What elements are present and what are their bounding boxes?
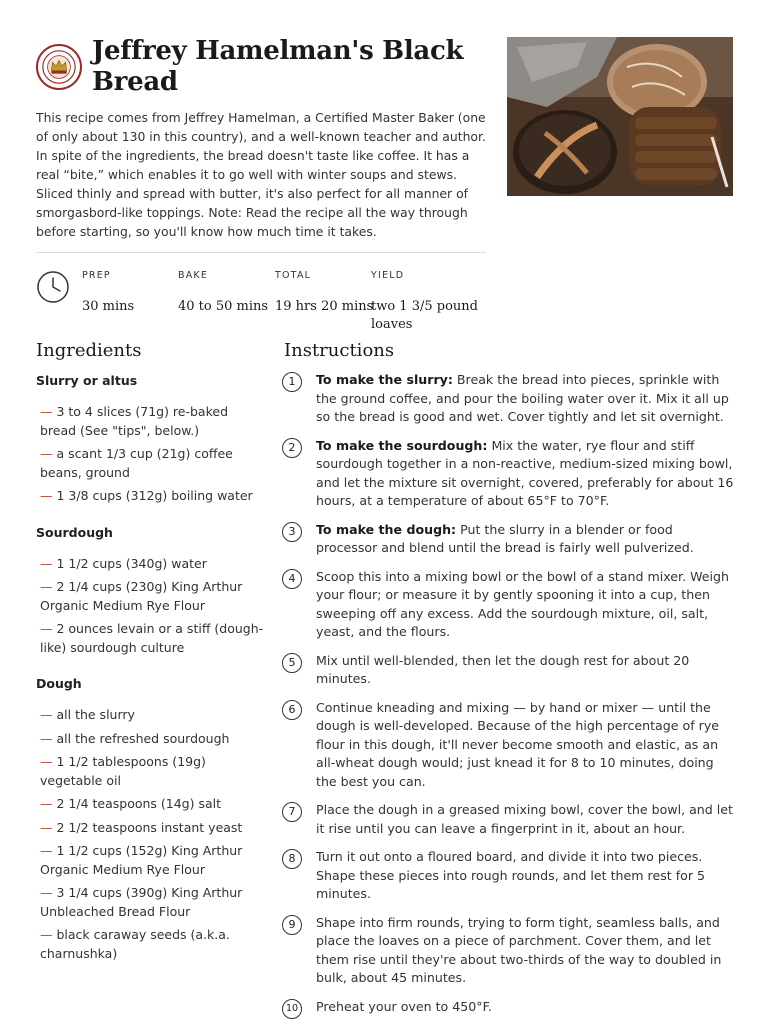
dash-icon: — bbox=[40, 621, 57, 636]
dash-icon: — bbox=[40, 819, 57, 835]
ingredients-heading: Ingredients bbox=[36, 340, 142, 361]
ingredient-group-title: Sourdough bbox=[36, 524, 113, 540]
step-body: Place the dough in a greased mixing bowl, cover the bowl, and let it rise until you can leave a fingerprint in it, about an hour. bbox=[316, 802, 733, 836]
ingredient-item bbox=[40, 730, 266, 749]
prep-time bbox=[82, 270, 182, 316]
step-text bbox=[316, 521, 737, 558]
instruction-step bbox=[282, 371, 737, 427]
step-body: Scoop this into a mixing bowl or the bowl of a stand mixer. Weigh your flour; or measure it by gently spooning it into a cup, then sweeping off any excess. Add the sourdough mixture, oil, salt, yeast, and the flours. bbox=[316, 568, 730, 639]
page-title: Jeffrey Hamelman's Black Bread bbox=[92, 36, 464, 97]
step-number-badge: 10 bbox=[282, 999, 302, 1019]
bake-value: 40 to 50 mins bbox=[178, 299, 269, 314]
instruction-step bbox=[282, 998, 737, 1019]
ingredients-list bbox=[36, 372, 266, 981]
instruction-step bbox=[282, 801, 737, 838]
dash-icon: — bbox=[40, 404, 57, 419]
ingredient-text: 2 1/2 teaspoons instant yeast bbox=[56, 819, 243, 835]
step-number-badge: 2 bbox=[282, 438, 302, 458]
prep-label: PREP bbox=[82, 270, 111, 281]
prep-value: 30 mins bbox=[82, 299, 135, 314]
step-body: Preheat your oven to 450°F. bbox=[316, 998, 492, 1014]
ingredient-item bbox=[40, 445, 266, 482]
instruction-step bbox=[282, 848, 737, 904]
step-body: Continue kneading and mixing — by hand or mixer — until the dough is well-developed. Because of the high percentage of rye flour in this dough, it'll never become smooth and elastic, as an all-wheat dough would; just knead it for 8 to 10 minutes, doing the best you can. bbox=[316, 699, 720, 789]
dash-icon: — bbox=[40, 754, 57, 769]
ingredient-text: 1 3/8 cups (312g) boiling water bbox=[56, 488, 253, 503]
instructions-heading: Instructions bbox=[284, 340, 395, 361]
ingredient-text: black caraway seeds (a.k.a. charnushka) bbox=[40, 927, 230, 961]
step-number-badge: 4 bbox=[282, 569, 302, 589]
total-value: 19 hrs 20 mins bbox=[275, 299, 374, 314]
step-body: Mix the water, rye flour and stiff sourdough together in a non-reactive, medium-sized mixing bowl, and let the mixture sit overnight, covered, preferably for about 16 hours, at a temperature of about 65°F to 70°F. bbox=[316, 437, 734, 508]
step-text bbox=[316, 568, 737, 642]
ingredient-item bbox=[40, 487, 266, 506]
step-number-badge: 9 bbox=[282, 915, 302, 935]
step-body: Turn it out onto a floured board, and divide it into two pieces. Shape these pieces into rough rounds, and let them rest for 5 minutes. bbox=[316, 849, 706, 901]
step-text bbox=[316, 848, 737, 904]
step-number-badge: 8 bbox=[282, 849, 302, 869]
dash-icon: — bbox=[40, 707, 57, 722]
bread-photo bbox=[507, 37, 733, 196]
ingredient-item bbox=[40, 403, 266, 440]
bake-label: BAKE bbox=[178, 270, 209, 281]
ingredient-group-title: Dough bbox=[36, 676, 82, 691]
ingredient-group bbox=[36, 524, 266, 658]
total-label: TOTAL bbox=[275, 270, 312, 281]
step-text bbox=[316, 998, 737, 1019]
step-text bbox=[316, 371, 737, 427]
ingredient-text: 2 ounces levain or a stiff (dough-like) sourdough culture bbox=[40, 621, 264, 655]
step-body: Break the bread into pieces, sprinkle with the ground coffee, and pour the boiling water over it. Mix it all up so the bread is good and wet. Cover tightly and let sit overnight. bbox=[316, 372, 729, 424]
step-number-badge: 7 bbox=[282, 802, 302, 822]
ingredient-text: 2 1/4 cups (230g) King Arthur Organic Medium Rye Flour bbox=[40, 579, 243, 613]
crown-icon bbox=[40, 48, 78, 86]
instruction-step bbox=[282, 652, 737, 689]
instruction-step bbox=[282, 914, 737, 988]
bread-image bbox=[507, 37, 733, 196]
ingredient-item bbox=[40, 795, 266, 814]
step-lead: To make the dough: bbox=[316, 521, 457, 537]
ingredient-text: 3 1/4 cups (390g) King Arthur Unbleached Bread Flour bbox=[40, 885, 243, 919]
step-text bbox=[316, 437, 737, 511]
ingredient-item bbox=[40, 819, 266, 838]
step-lead: To make the slurry: bbox=[316, 372, 453, 387]
instruction-step bbox=[282, 521, 737, 558]
clock-icon bbox=[36, 270, 70, 304]
dash-icon: — bbox=[40, 796, 57, 811]
ingredient-text: 1 1/2 tablespoons (19g) vegetable oil bbox=[40, 754, 206, 788]
instruction-step bbox=[282, 699, 737, 792]
recipe-intro: This recipe comes from Jeffrey Hamelman, a Certified Master Baker (one of only about 130 in this country), and a well-known teacher and author. In spite of the ingredients, the bread doesn't taste like coffee. It has a real “bite,” which enables it to go well with winter soups and stews. Sliced thinly and spread with butter, it's also perfect for all manner of smorgasbord-like toppings. Note: Read the recipe all the way through before starting, so you'll know how much time it takes. bbox=[36, 110, 486, 239]
yield-info bbox=[371, 270, 481, 334]
ingredient-item bbox=[40, 620, 266, 657]
dash-icon: — bbox=[40, 488, 57, 503]
bake-time bbox=[178, 270, 278, 316]
step-text bbox=[316, 801, 737, 838]
instructions-list bbox=[282, 371, 737, 1029]
ingredient-item bbox=[40, 578, 266, 615]
step-number-badge: 5 bbox=[282, 653, 302, 673]
dash-icon: — bbox=[40, 885, 57, 900]
step-body: Mix until well-blended, then let the dough rest for about 20 minutes. bbox=[316, 652, 690, 686]
step-body: Put the slurry in a blender or food processor and blend until the bread is fairly well pulverized. bbox=[316, 521, 694, 555]
ingredient-text: 1 1/2 cups (340g) water bbox=[56, 555, 207, 571]
ingredient-text: a scant 1/3 cup (21g) coffee beans, ground bbox=[40, 446, 233, 480]
ingredient-item bbox=[40, 842, 266, 879]
step-number-badge: 6 bbox=[282, 700, 302, 720]
king-arthur-logo-icon[interactable] bbox=[36, 44, 82, 90]
divider bbox=[36, 252, 486, 253]
instruction-step bbox=[282, 437, 737, 511]
ingredient-item bbox=[40, 555, 266, 574]
ingredient-text: 2 1/4 teaspoons (14g) salt bbox=[56, 796, 222, 811]
step-text bbox=[316, 699, 737, 792]
step-lead: To make the sourdough: bbox=[316, 437, 488, 453]
dash-icon: — bbox=[40, 555, 57, 571]
ingredient-item bbox=[40, 926, 266, 963]
instruction-step bbox=[282, 568, 737, 642]
ingredient-group bbox=[36, 675, 266, 963]
step-text bbox=[316, 652, 737, 689]
step-number-badge: 1 bbox=[282, 372, 302, 392]
dash-icon: — bbox=[40, 843, 57, 858]
ingredient-text: 1 1/2 cups (152g) King Arthur Organic Medium Rye Flour bbox=[40, 843, 243, 877]
dash-icon: — bbox=[40, 730, 57, 746]
dash-icon: — bbox=[40, 446, 57, 461]
step-number-badge: 3 bbox=[282, 522, 302, 542]
yield-label: YIELD bbox=[371, 270, 405, 281]
ingredient-group bbox=[36, 372, 266, 506]
ingredient-group-title: Slurry or altus bbox=[36, 373, 138, 388]
total-time bbox=[275, 270, 375, 316]
ingredient-item bbox=[40, 884, 266, 921]
step-text bbox=[316, 914, 737, 988]
step-body: Shape into firm rounds, trying to form tight, seamless balls, and place the loaves on a piece of parchment. Cover them, and let them rise until they're about two-thirds of the way to doubled in bulk, about 45 minutes. bbox=[316, 914, 722, 985]
ingredient-text: all the refreshed sourdough bbox=[56, 730, 230, 746]
ingredient-text: 3 to 4 slices (71g) re-baked bread (See "tips", below.) bbox=[40, 404, 229, 438]
ingredient-text: all the slurry bbox=[56, 707, 135, 722]
dash-icon: — bbox=[40, 579, 57, 594]
yield-value: two 1 3/5 pound loaves bbox=[371, 299, 478, 332]
ingredient-item bbox=[40, 706, 266, 725]
ingredient-item bbox=[40, 753, 266, 790]
dash-icon: — bbox=[40, 927, 57, 942]
